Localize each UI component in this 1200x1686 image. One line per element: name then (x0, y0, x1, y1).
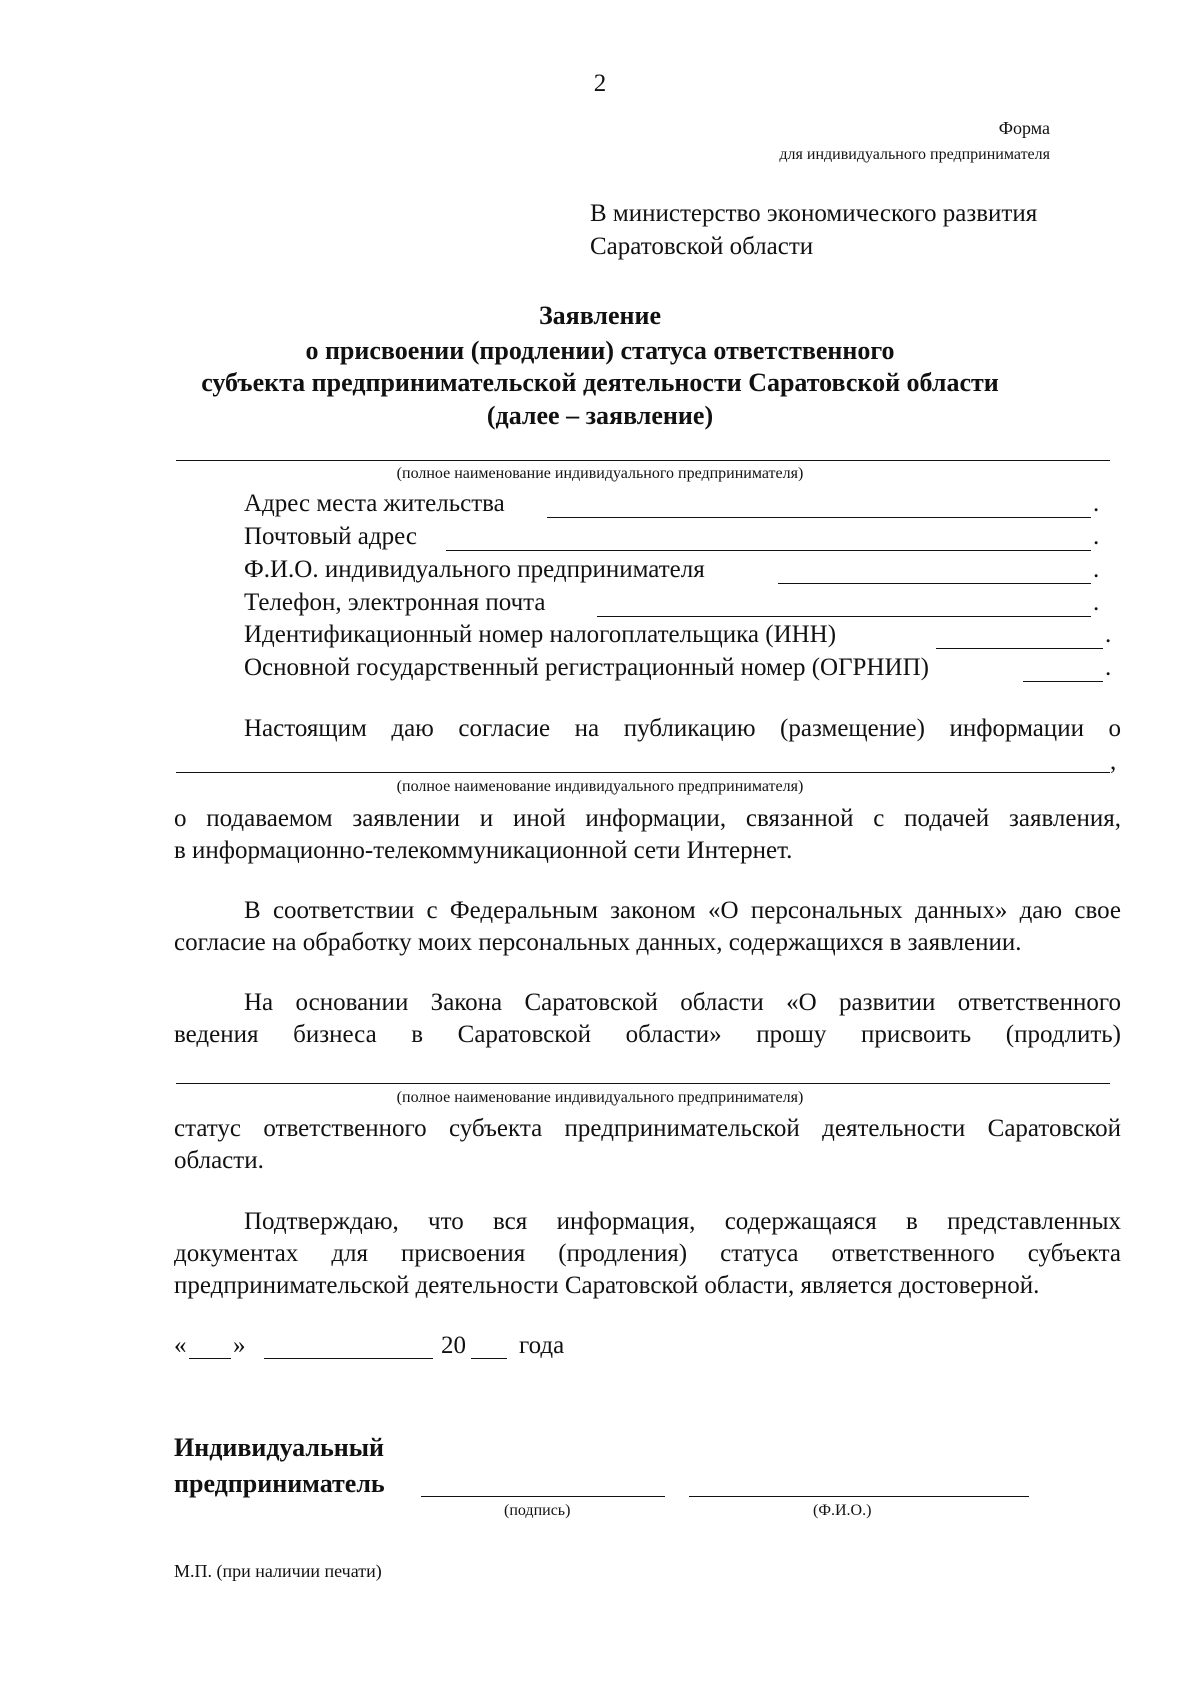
stamp-note: М.П. (при наличии печати) (174, 1561, 382, 1581)
confirm-line2: документах для присвоения (продления) статуса ответственного субъекта (174, 1240, 1121, 1267)
signature-role-line1: Индивидуальный (174, 1433, 384, 1462)
title-line1: Заявление (538, 301, 662, 330)
law-line2: ведения бизнеса в Саратовской области» прошу присвоить (продлить) (174, 1021, 1121, 1048)
postal-period: . (1093, 523, 1100, 550)
consent-line2: о подаваемом заявлении и иной информации, связанной с подачей заявления, (174, 805, 1121, 832)
recipient-line1: В министерство экономического развития (590, 200, 1038, 227)
full-name-caption-2: (полное наименование индивидуального предпринимателя) (396, 778, 804, 795)
contacts-input[interactable] (597, 616, 1091, 617)
full-name-line-2[interactable] (176, 772, 1110, 773)
ogrnip-label: Основной государственный регистрационный номер (ОГРНИП) (244, 654, 929, 681)
address-period: . (1093, 490, 1100, 517)
title-line2: о присвоении (продлении) статуса ответственного (305, 336, 895, 365)
law-line1: На основании Закона Саратовской области «О развитии ответственного (244, 989, 1121, 1016)
signature-role-line2: предприниматель (174, 1469, 385, 1498)
full-name-caption-3: (полное наименование индивидуального предпринимателя) (396, 1089, 804, 1106)
full-name-line-3[interactable] (176, 1083, 1110, 1084)
signature-input[interactable] (421, 1496, 665, 1497)
fio-label: Ф.И.О. индивидуального предпринимателя (244, 556, 705, 583)
address-input[interactable] (547, 517, 1091, 518)
consent-line1: Настоящим даю согласие на публикацию (размещение) информации о (244, 715, 1121, 742)
confirm-line3: предпринимательской деятельности Саратовской области, является достоверной. (174, 1272, 1040, 1299)
recipient-line2: Саратовской области (590, 233, 814, 260)
full-name-caption: (полное наименование индивидуального предпринимателя) (396, 465, 804, 482)
ogrnip-input[interactable] (1023, 681, 1103, 682)
fio-caption: (Ф.И.О.) (813, 1502, 872, 1519)
page-number: 2 (593, 70, 607, 97)
form-sublabel: для индивидуального предпринимателя (779, 146, 1050, 163)
consent-line3: в информационно-телекоммуникационной сети Интернет. (174, 837, 793, 864)
date-close-quote: » (233, 1332, 246, 1359)
ogrnip-period: . (1105, 654, 1112, 681)
contacts-label: Телефон, электронная почта (244, 589, 546, 616)
fio-input[interactable] (778, 583, 1091, 584)
signature-fio-input[interactable] (689, 1496, 1029, 1497)
postal-input[interactable] (446, 550, 1091, 551)
date-open-quote: « (174, 1332, 187, 1359)
date-month-input[interactable] (264, 1358, 433, 1359)
contacts-period: . (1093, 589, 1100, 616)
personal-data-line1: В соответствии с Федеральным законом «О персональных данных» даю свое (244, 897, 1121, 924)
law-line3: статус ответственного субъекта предпринимательской деятельности Саратовской (174, 1115, 1121, 1142)
date-year-prefix: 20 (441, 1332, 466, 1359)
full-name-line[interactable] (176, 460, 1110, 461)
title-line3: субъекта предпринимательской деятельности Саратовской области (201, 368, 999, 397)
date-day-input[interactable] (189, 1358, 231, 1359)
law-line4: области. (174, 1147, 264, 1174)
signature-caption: (подпись) (504, 1502, 571, 1519)
inn-input[interactable] (936, 648, 1103, 649)
date-year-input[interactable] (471, 1358, 507, 1359)
personal-data-line2: согласие на обработку моих персональных данных, содержащихся в заявлении. (174, 929, 1022, 956)
address-label: Адрес места жительства (244, 490, 505, 517)
confirm-line1: Подтверждаю, что вся информация, содержащаяся в представленных (244, 1208, 1121, 1235)
postal-label: Почтовый адрес (244, 523, 417, 550)
comma: , (1110, 748, 1117, 775)
form-label: Форма (998, 118, 1050, 138)
date-year-suffix: года (519, 1332, 565, 1359)
fio-period: . (1093, 556, 1100, 583)
title-line4: (далее – заявление) (486, 401, 714, 430)
inn-period: . (1105, 621, 1112, 648)
inn-label: Идентификационный номер налогоплательщика (ИНН) (244, 621, 837, 648)
